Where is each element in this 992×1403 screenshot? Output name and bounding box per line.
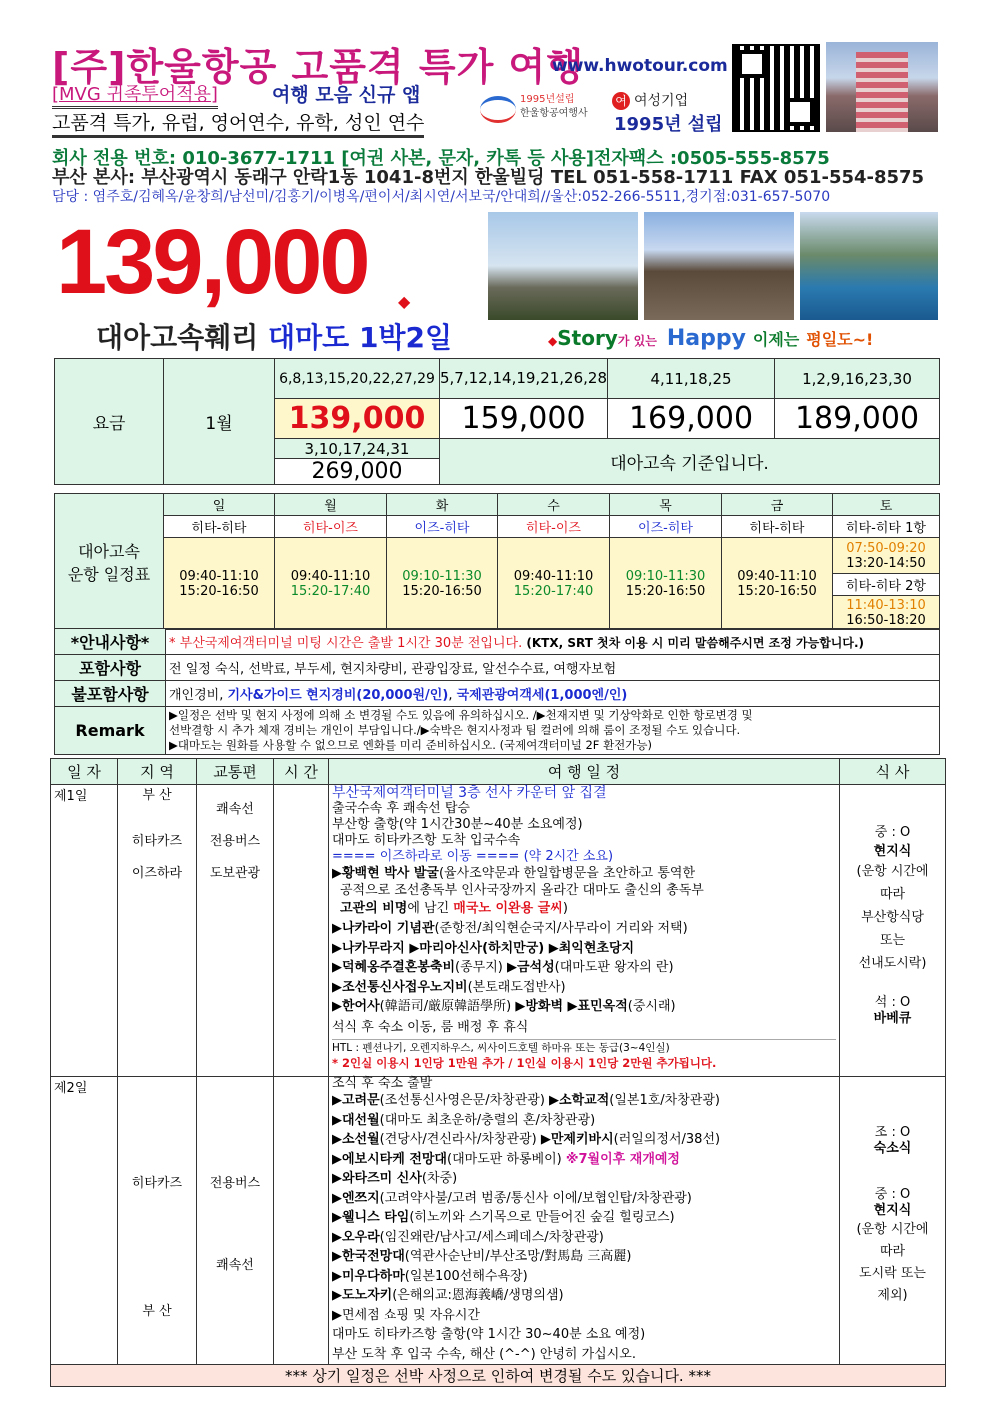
day1-transport-walk: 도보관광 [209, 866, 261, 881]
slogan-now: 이제는 [752, 330, 800, 349]
remark-line-2: 선박결항 시 추가 체재 경비는 개인이 부담입니다./▶숙박은 현지사정과 팀 컬러에 의해 룸이 조정될 수도 있습니다. [169, 723, 741, 737]
mvg-label: [MVG 귀족투어적용] [52, 80, 218, 109]
day1-time [274, 785, 329, 1077]
fare-dates-1: 6,8,13,15,20,22,27,29 [275, 359, 440, 399]
day1-meal-note-4: 또는 [879, 933, 906, 948]
day1-item-12-a: ▶조선통신사접우노지비 [332, 979, 468, 995]
day2-item-2-d: (일본1호/차창관광) [609, 1093, 720, 1108]
day2-item-11-b: (일본100선해수욕장) [404, 1268, 528, 1284]
time-mon-b: 15:20-17:40 [290, 583, 371, 599]
day1-item-6-name: ▶황백현 박사 발굴 [332, 866, 439, 881]
route-sat-2: 히타-히타 2항 [833, 574, 940, 596]
time-sun [164, 538, 275, 630]
col-region: 지 역 [118, 759, 197, 785]
fare-price-extra: 269,000 [275, 459, 440, 485]
day2-item-15: 부산 도착 후 입국 수속, 해산 (^-^) 안녕히 가십시오. [332, 1346, 636, 1362]
day2-item-4-a: ▶소선월 [332, 1132, 380, 1147]
day1-hotel: HTL : 펜션나기, 오렌지하우스, 씨사이드호텔 하마유 또는 동급(3~4인실) [332, 1039, 836, 1056]
day1-regions [118, 785, 197, 1077]
day2-item-14: 대마도 히타카즈항 출항(약 1시간 30~40분 소요 예정) [332, 1327, 646, 1342]
fare-dates-4: 1,2,9,16,23,30 [775, 359, 940, 399]
day1-item-5: ==== 이즈하라로 이동 ==== (약 2시간 소요) [332, 849, 614, 864]
slogan-diamond-icon: ◆ [548, 334, 558, 348]
day2-item-7-a: ▶엔쯔지 [332, 1190, 380, 1206]
footer-note: *** 상기 일정은 선박 사정으로 인하여 변경될 수도 있습니다. *** [51, 1365, 946, 1387]
ferry-schedule-table [54, 493, 940, 630]
day2-item-6-a: ▶와타즈미 신사 [332, 1171, 422, 1186]
day1-meal-note-5: 선내도시락) [858, 956, 927, 971]
day-tue: 화 [387, 494, 498, 516]
tour-name: 대마도 1박2일 [268, 321, 453, 354]
fare-price-4: 189,000 [775, 399, 940, 439]
day2-item-12-b: (은해의교:恩海義嶠/생명의샘) [392, 1288, 564, 1303]
day2-meal-note-3: 도시락 또는 [859, 1266, 926, 1281]
time-fri [722, 538, 833, 630]
day2-meal-note-2: 따라 [879, 1244, 906, 1259]
day2-item-9-b: (임진왜란/남사고/세스페데스/차창관광) [379, 1229, 604, 1245]
day1-meal-note-2: 따라 [879, 887, 906, 902]
day2-transport-ferry: 쾌속선 [216, 1258, 254, 1273]
col-schedule: 여 행 일 정 [329, 759, 840, 785]
route-thu: 이즈-히타 [610, 516, 722, 538]
day2-item-13: ▶면세점 쇼핑 및 자유시간 [332, 1307, 480, 1323]
day1-item-8-a: 고관의 비명 [340, 901, 408, 916]
time-tue-a: 09:10-11:30 [402, 568, 482, 584]
day1-item-11-a: ▶덕혜옹주결혼봉축비 [332, 960, 456, 975]
time-thu-a: 09:10-11:30 [625, 568, 706, 584]
remark-line-1: ▶일정은 선박 및 현지 사정에 의해 소 변경될 수도 있음에 유의하십시오. /▶천재지변 및 기상악화로 인한 항로변경 및 [169, 708, 753, 722]
contact-address: 부산 본사: 부산광역시 동래구 안락1동 1041-8번지 한울빌딩 TEL 051-558-1711 FAX 051-554-8575 [52, 167, 925, 188]
day2-item-2-c: ▶소학교적 [549, 1093, 610, 1108]
day2-item-10-a: ▶한국전망대 [332, 1249, 405, 1264]
day1-region-izuhara: 이즈하라 [131, 866, 183, 881]
app-label: 여행 모음 신규 앱 [272, 84, 421, 106]
notice-label: *안내사항* [55, 629, 166, 655]
fare-table [54, 358, 940, 485]
logo-company: 한울항공여행사 [520, 108, 588, 119]
day2-meal-lunch-type: 현지식 [873, 1203, 912, 1218]
day2-schedule [329, 1077, 840, 1365]
day1-item-8-c: 매국노 이완용 글씨 [453, 901, 563, 916]
slogan-story-small: 가 있는 [617, 334, 657, 348]
day2-transport-bus: 전용버스 [209, 1176, 261, 1191]
route-fri: 히타-히타 [722, 516, 833, 538]
route-wed: 히타-이즈 [498, 516, 610, 538]
website-link[interactable]: www.hwotour.com [552, 56, 728, 76]
day1-item-9-name: ▶나카라이 기념관 [332, 921, 435, 936]
day2-item-10-b: (역관사순난비/부산조망/對馬島 三高麗) [404, 1249, 632, 1264]
qr-code-icon[interactable] [732, 44, 820, 132]
route-sun: 히타-히타 [164, 516, 275, 538]
day2-meal-note-4: 제외) [877, 1288, 908, 1303]
route-sat-1: 히타-히타 1항 [833, 516, 940, 538]
exclude-guide: 기사&가이드 현지경비(20,000원/인) [227, 688, 449, 703]
day2-item-11-a: ▶미우다하마 [332, 1268, 405, 1284]
day1-item-11-c: ▶금석성 [506, 960, 555, 975]
time-mon-a: 09:40-11:10 [290, 568, 371, 584]
airline-swoosh-icon [480, 96, 516, 123]
time-sun-a: 09:40-11:10 [179, 568, 259, 584]
day2-time [274, 1077, 329, 1365]
notice-text-red: * 부산국제여객터미널 미팅 시간은 출발 1시간 30분 전입니다. [169, 636, 523, 651]
time-sat-2 [833, 596, 940, 630]
time-sat-1 [833, 538, 940, 574]
company-title: [주]한울항공 고품격 특가 여행 [52, 45, 584, 89]
remark-line-3: ▶대마도는 원화를 사용할 수 없으므로 엔화를 미리 준비하십시오. (국제여객터미널 2F 환전가능) [169, 738, 652, 752]
day2-item-4-b: (견당사/견신라사/차창관광) [379, 1132, 541, 1147]
day2-item-7-b: (고려약사불/고려 범종/통신사 이에/보협인탑/차창관광) [379, 1190, 692, 1206]
established-label: 1995년 설립 [614, 114, 723, 135]
time-sun-b: 15:20-16:50 [179, 583, 259, 599]
day1-region-busan: 부 산 [142, 788, 172, 803]
day1-item-13-b: (韓語司/厳原韓語學所) [379, 999, 516, 1014]
day2-item-6-b: (차중) [421, 1171, 458, 1186]
day1-meal-note-1: (운항 시간에 [856, 864, 929, 879]
fare-note: 대아고속 기준입니다. [440, 439, 940, 485]
day2-transport [197, 1077, 274, 1365]
day1-item-6-desc: (율사조약문과 한일합병문을 초안하고 통역한 [438, 866, 696, 881]
day1-transport [197, 785, 274, 1077]
day1-meal-lunch: 중 : O [874, 825, 911, 840]
time-tue-b: 15:20-16:50 [402, 583, 482, 599]
day1-item-11-b: (종무지) [455, 960, 507, 975]
staff-list: 담당 : 염주호/김혜옥/윤창희/남선미/김홍기/이병옥/편이서/최시연/서보국/안대희//울산:052-266-5511,경기점:031-657-5070 [52, 189, 831, 205]
story-slogan [548, 326, 873, 351]
tour-title [96, 316, 452, 356]
day1-transport-ferry: 쾌속선 [216, 802, 254, 817]
notice-text-black: (KTX, SRT 첫차 이용 시 미리 말씀해주시면 조정 가능합니다.) [522, 636, 865, 650]
day1-meals [840, 785, 946, 1077]
remark-text [166, 707, 940, 755]
day2-regions [118, 1077, 197, 1365]
schedule-label-l2: 운항 일정표 [67, 564, 151, 584]
hanul-logo [480, 90, 600, 124]
day1-item-4: 대마도 히타카즈항 도착 입국수속 [332, 833, 521, 848]
col-transport: 교통편 [197, 759, 274, 785]
women-enterprise-logo [612, 90, 688, 110]
day2-meals [840, 1077, 946, 1365]
time-thu-b: 15:20-16:50 [625, 583, 706, 599]
day1-item-7: 공적으로 조선총독부 인사국장까지 올라간 대마도 출신의 총독부 [340, 883, 704, 898]
day1-meal-note-3: 부산항식당 [861, 910, 924, 925]
slogan-story: Story [557, 326, 618, 350]
building-photo [826, 42, 938, 132]
day2-meal-breakfast: 조 : O [874, 1125, 911, 1140]
day1-room-surcharge: * 2인실 이용시 1인당 1만원 추가 / 1인실 이용시 1인당 2만원 추가됩니다. [332, 1055, 717, 1070]
time-fri-a: 09:40-11:10 [737, 568, 817, 584]
time-wed-b: 15:20-17:40 [513, 583, 594, 599]
day1-item-14: 석식 후 숙소 이동, 룸 배정 후 휴식 [332, 1019, 529, 1035]
exclude-sep: , [448, 688, 457, 703]
route-mon: 히타-이즈 [275, 516, 387, 538]
day1-item-11-d: (대마도판 왕자의 란) [554, 960, 674, 975]
time-sat-2-a: 11:40-13:10 [846, 597, 926, 613]
day1-item-2: 출국수속 후 쾌속선 탑승 [332, 801, 470, 816]
day2-item-8-a: ▶웰니스 타임 [332, 1210, 410, 1225]
col-day: 일 자 [51, 759, 118, 785]
route-tue: 이즈-히타 [387, 516, 498, 538]
fare-price-1: 139,000 [275, 399, 440, 439]
day2-item-9-a: ▶오우라 [332, 1229, 380, 1245]
day2-meal-lunch: 중 : O [874, 1187, 911, 1202]
castle-photo [644, 212, 794, 320]
time-wed [498, 538, 610, 630]
fare-dates-extra: 3,10,17,24,31 [275, 439, 440, 459]
services-subtitle: 고품격 특가, 유럽, 영어연수, 유학, 성인 연수 [52, 108, 424, 138]
day-sun: 일 [164, 494, 275, 516]
day2-meal-spacer [843, 1157, 942, 1187]
fare-month: 1월 [164, 359, 275, 485]
include-text: 전 일정 숙식, 선박료, 부두세, 현지차량비, 관광입장료, 알선수수료, 여행자보험 [166, 655, 940, 681]
logo-year: 1995년설립 [520, 94, 575, 105]
day1-meal-spacer [843, 975, 942, 995]
fare-price-2: 159,000 [440, 399, 608, 439]
day1-item-8-d: ) [562, 901, 568, 916]
day1-label: 제1일 [51, 785, 118, 1077]
day1-item-12-b: (본토래도접반사) [467, 979, 566, 995]
day1-item-3: 부산항 출항(약 1시간30분~40분 소요예정) [332, 817, 583, 832]
day-sat: 토 [833, 494, 940, 516]
include-label: 포함사항 [55, 655, 166, 681]
day-fri: 금 [722, 494, 833, 516]
day2-item-4-d: (러일의정서/38선) [613, 1132, 721, 1147]
day2-item-12-a: ▶도노자키 [332, 1288, 393, 1303]
promo-price: 139,000 [56, 211, 368, 313]
day-mon: 월 [275, 494, 387, 516]
day2-item-2-b: (조선통신사영은문/차창관광) [379, 1093, 550, 1108]
day1-item-13-d: (중시래) [627, 999, 676, 1014]
women-enterprise-label: 여성기업 [634, 93, 689, 109]
ferry-name: 대아고속훼리 [96, 321, 259, 354]
day2-meal-note-1: (운항 시간에 [856, 1222, 929, 1237]
remark-label: Remark [55, 707, 166, 755]
slogan-happy: Happy [666, 326, 746, 351]
time-sat-2-b: 16:50-18:20 [846, 612, 926, 628]
day1-meal-dinner: 석 : O [874, 995, 911, 1010]
fare-dates-2: 5,7,12,14,19,21,26,28 [440, 359, 608, 399]
day-wed: 수 [498, 494, 610, 516]
info-table [54, 628, 940, 755]
day1-item-8-b: 에 남긴 [407, 901, 454, 916]
day-thu: 목 [610, 494, 722, 516]
women-enterprise-icon: 여 [612, 92, 630, 110]
day2-item-8-b: (히노끼와 스기목으로 만들어진 숲길 힐링코스) [409, 1210, 675, 1225]
time-thu [610, 538, 722, 630]
exclude-personal: 개인경비, [169, 688, 228, 703]
day2-item-2-a: ▶고려문 [332, 1093, 380, 1108]
day2-meal-breakfast-type: 숙소식 [873, 1141, 912, 1156]
day1-transport-bus: 전용버스 [209, 834, 261, 849]
day1-item-10: ▶나카무라지 ▶마리아신사(하치만궁) ▶최익현초당지 [332, 940, 635, 956]
day2-region-busan: 부 산 [142, 1304, 172, 1319]
day2-item-5-a: ▶에보시타케 전망대 [332, 1151, 447, 1167]
contact-phone: 회사 전용 번호: 010-3677-1711 [여권 사본, 문자, 카톡 등 사용]전자팩스 :0505-555-8575 [52, 148, 830, 169]
time-sat-1-a: 07:50-09:20 [846, 540, 926, 556]
day1-meal-dinner-type: 바베큐 [873, 1011, 912, 1026]
schedule-label-l1: 대아고속 [78, 541, 140, 561]
day2-item-5-b: (대마도판 하롱베이) [447, 1151, 566, 1167]
day2-label: 제2일 [51, 1077, 118, 1365]
price-diamond-icon: ◆ [398, 292, 411, 311]
exclude-text [166, 681, 940, 707]
exclude-tax: 국제관광여객세(1,000엔/인) [456, 688, 628, 703]
time-tue [387, 538, 498, 630]
day2-item-3-a: ▶대선월 [332, 1112, 380, 1128]
day1-item-1: 부산국제여객터미널 3층 선사 카운터 앞 집결 [332, 785, 607, 801]
fare-dates-3: 4,11,18,25 [608, 359, 775, 399]
slogan-weekday: 평일도~! [806, 330, 874, 349]
day1-item-13-c: ▶방화벽 ▶표민옥적 [515, 999, 628, 1014]
day1-region-hitakatsu: 히타카즈 [131, 834, 183, 849]
time-fri-b: 15:20-16:50 [737, 583, 817, 599]
exclude-label: 불포함사항 [55, 681, 166, 707]
fare-price-3: 169,000 [608, 399, 775, 439]
fare-label: 요금 [55, 359, 164, 485]
day2-item-4-c: ▶만제키바시 [540, 1132, 614, 1147]
time-sat-1-b: 13:20-14:50 [846, 555, 926, 571]
day2-item-3-b: (대마도 최초운하/충렬의 혼/차창관광) [379, 1112, 596, 1128]
day1-item-9-desc: (준항전/최익현순국지/사무라이 거리와 저택) [434, 921, 688, 936]
notice-text [166, 629, 940, 655]
day1-meal-lunch-type: 현지식 [873, 844, 912, 859]
day2-item-1: 조식 후 숙소 출발 [332, 1076, 433, 1091]
coast-photo [800, 212, 938, 320]
col-time: 시 간 [274, 759, 329, 785]
col-meal: 식 사 [840, 759, 946, 785]
time-mon [275, 538, 387, 630]
day2-region-hitakatsu: 히타카즈 [131, 1176, 183, 1191]
time-wed-a: 09:40-11:10 [513, 568, 594, 584]
day1-item-13-a: ▶한어사 [332, 999, 380, 1014]
day1-schedule [329, 785, 840, 1077]
day2-item-5-c: ※7월이후 재개예정 [565, 1151, 680, 1167]
church-photo [488, 212, 638, 320]
itinerary-table [50, 758, 946, 1387]
schedule-label [55, 494, 164, 630]
